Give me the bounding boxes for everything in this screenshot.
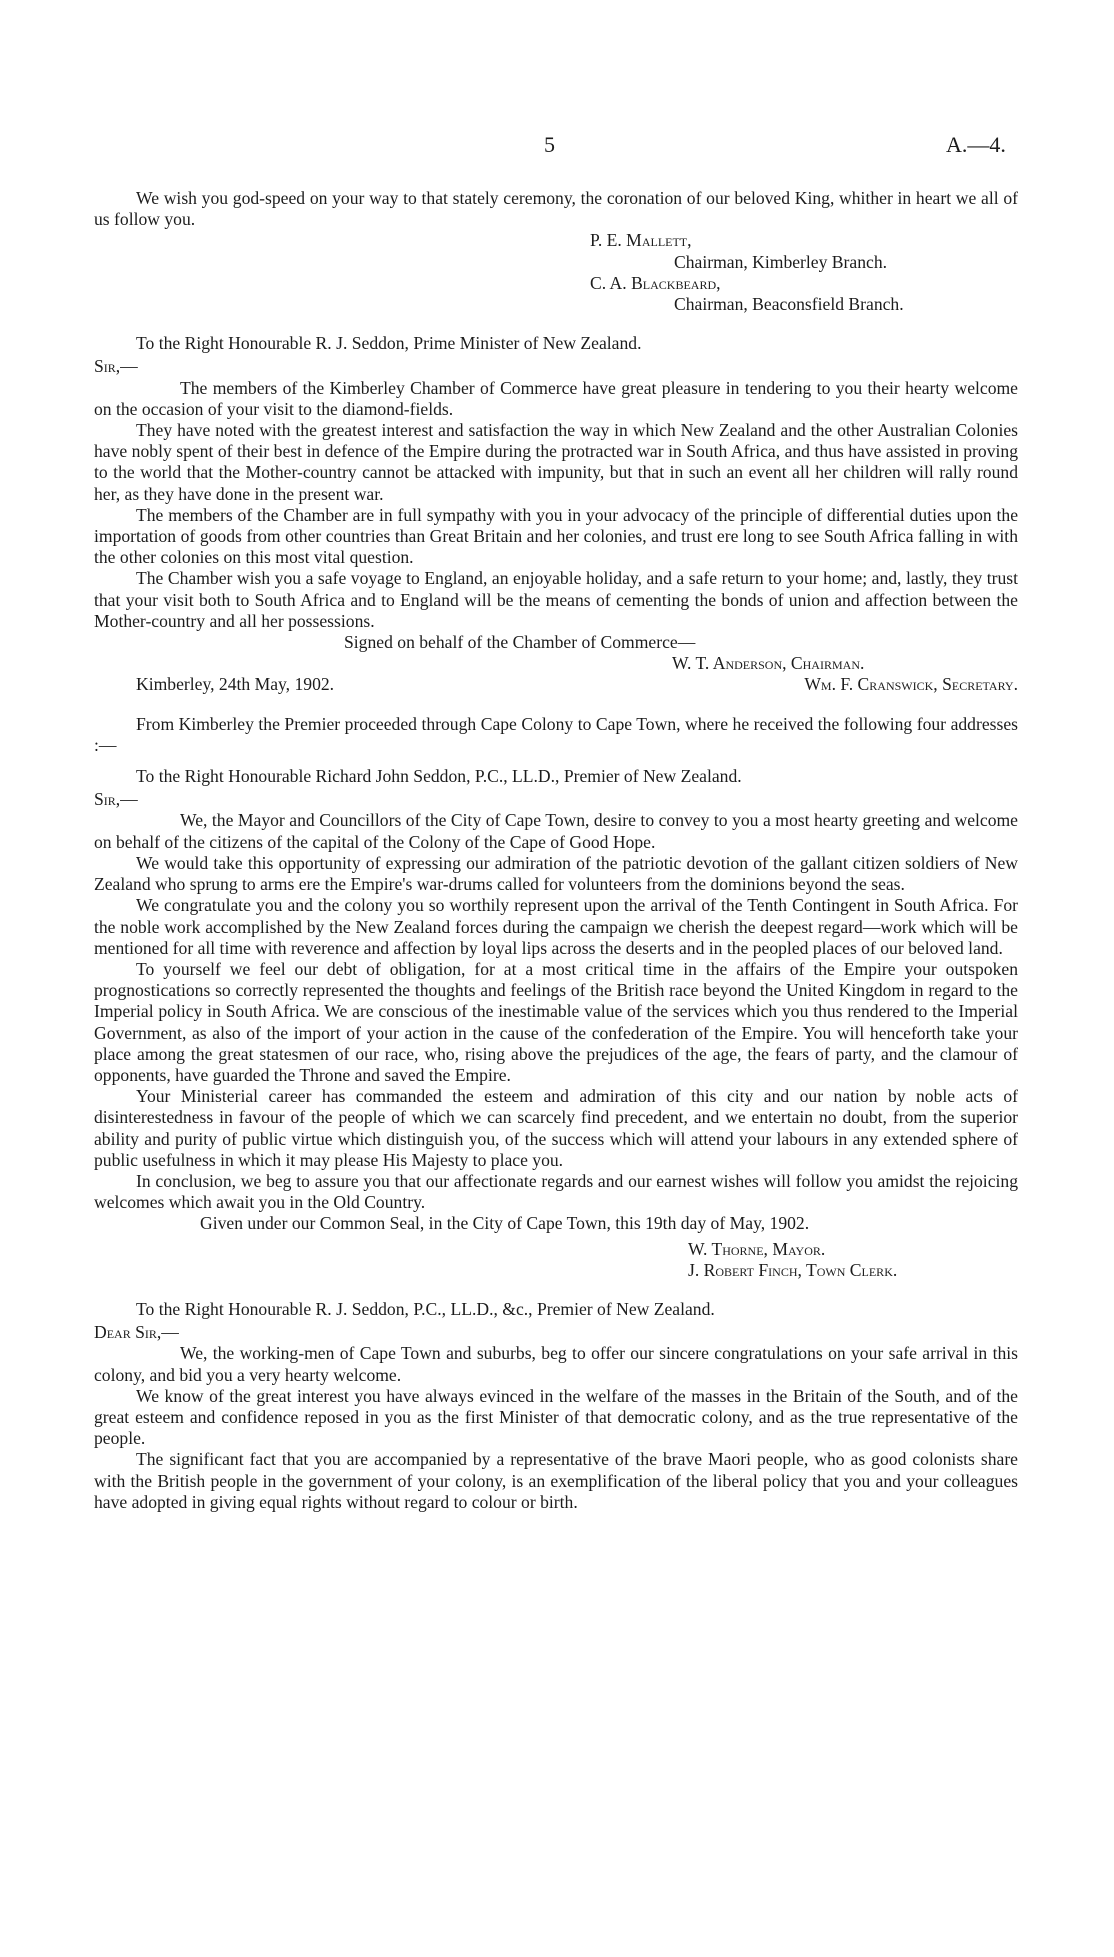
kimberley-paragraph: The members of the Kimberley Chamber of Commerce have great pleasure in tendering to you their hearty welcome on the occasion of your visit to the diamond-fields. — [94, 377, 1018, 419]
kimberley-paragraph: The Chamber wish you a safe voyage to England, an enjoyable holiday, and a safe return to your home; and, lastly, they trust that your visit both to South Africa and to England will be the means of cementing the bonds of union and affection between the Mother-country and all her possessions. — [94, 568, 1018, 631]
body-text — [94, 188, 1018, 1513]
workingmen-paragraph: The significant fact that you are accompanied by a representative of the brave Maori people, who as good colonists share with the British people in the government of your colony, is an exemplification of the liberal policy that you and your colleagues have adopted in giving equal rights without regard to colour or birth. — [94, 1449, 1018, 1512]
capetown-seal-line: Given under our Common Seal, in the City of Cape Town, this 19th day of May, 1902. — [200, 1213, 810, 1234]
page-number: 5 — [544, 132, 555, 157]
signer-finch: J. Robert Finch, Town Clerk. — [688, 1259, 898, 1280]
workingmen-paragraph: We know of the great interest you have always evinced in the welfare of the masses in the Britain of the South, and of the great esteem and confidence reposed in you as the first Minister of that democratic colony, and as the true representative of the people. — [94, 1385, 1018, 1449]
capetown-addressee: To the Right Honourable Richard John Seddon, P.C., LL.D., Premier of New Zealand. — [136, 766, 742, 787]
kimberley-paragraph: They have noted with the greatest interest and satisfaction the way in which New Zealand and the other Australian Colonies have nobly spent of their best in defence of the Empire during the protracted war in South Africa, and thus have assisted in proving to the world that the Mother-country cannot be attacked with impunity, but that in such an event all her children will rally round her, as they have done in the present war. — [94, 420, 1018, 504]
capetown-salutation: Sir,— — [94, 789, 138, 810]
signer-blackbeard-title: Chairman, Beaconsfield Branch. — [674, 294, 904, 315]
signer-mallett-title: Chairman, Kimberley Branch. — [674, 251, 888, 272]
capetown-paragraph: We, the Mayor and Councillors of the City of Cape Town, desire to convey to you a most hearty greeting and welcome on behalf of the citizens of the capital of the Colony of the Cape of Good Hope. — [94, 810, 1018, 852]
capetown-paragraph: In conclusion, we beg to assure you that our affectionate regards and our earnest wishes will follow you amidst the rejoicing welcomes which await you in the Old Country. — [94, 1170, 1018, 1213]
signer-mallett: P. E. Mallett, — [590, 230, 692, 251]
signer-thorne: W. Thorne, Mayor. — [688, 1238, 826, 1259]
kimberley-paragraph: The members of the Chamber are in full sympathy with you in your advocacy of the principle of differential duties upon the importation of goods from other countries than Great Britain and her colonies, and trust ere long to see South Africa falling in with the other colonies on this most vital question. — [94, 504, 1018, 568]
intro-paragraph: We wish you god-speed on your way to that stately ceremony, the coronation of our beloved King, whither in heart we all of us follow you. — [94, 188, 1018, 230]
signer-blackbeard: C. A. Blackbeard, — [590, 272, 721, 293]
capetown-paragraph: Your Ministerial career has commanded the esteem and admiration of this city and our nation by noble acts of disinterestedness in favour of the people of which we can scarcely find precedent, and we entertain no doubt, from the superior ability and purity of public virtue which distinguish you, of the success which will attend your labours in any extended sphere of public usefulness in which it may please His Majesty to place you. — [94, 1086, 1018, 1170]
signer-cranswick: Wm. F. Cranswick, Secretary. — [804, 674, 1018, 695]
signer-anderson: W. T. Anderson, Chairman. — [672, 653, 865, 674]
capetown-paragraph: We would take this opportunity of expressing our admiration of the patriotic devotion of the gallant citizen soldiers of New Zealand who sprung to arms ere the Empire's war-drums called for volunteers from the dominions beyond the seas. — [94, 852, 1018, 895]
kimberley-signed-line: Signed on behalf of the Chamber of Commerce— — [344, 632, 696, 653]
capetown-paragraph: We congratulate you and the colony you so worthily represent upon the arrival of the Tenth Contingent in South Africa. For the noble work accomplished by the New Zealand forces during the campaign we cherish the deepest regard—work which will be mentioned for all time with reverence and affection by loyal lips across the deserts and in the peopled places of our beloved land. — [94, 895, 1018, 958]
kimberley-place-date: Kimberley, 24th May, 1902. — [136, 674, 335, 695]
kimberley-addressee: To the Right Honourable R. J. Seddon, Prime Minister of New Zealand. — [136, 333, 642, 354]
kimberley-date-row — [94, 674, 1018, 695]
capetown-paragraph: To yourself we feel our debt of obligation, for at a most critical time in the affairs of the Empire your outspoken prognostications so correctly represented the thoughts and feelings of the British race beyond the United Kingdom in regard to the Imperial policy in South Africa. We are conscious of the inestimable value of the services which you thus rendered to the Imperial Government, as also of the import of your action in the cause of the confederation of the Empire. You will henceforth take your place among the great statesmen of our race, who, rising above the prejudices of the age, the fears of party, and the clamour of opponents, have guarded the Throne and saved the Empire. — [94, 958, 1018, 1085]
workingmen-salutation: Dear Sir,— — [94, 1322, 179, 1343]
workingmen-addressee: To the Right Honourable R. J. Seddon, P.C., LL.D., &c., Premier of New Zealand. — [136, 1298, 715, 1319]
document-reference: A.—4. — [946, 132, 1006, 157]
kimberley-salutation: Sir,— — [94, 356, 138, 377]
transition-paragraph: From Kimberley the Premier proceeded through Cape Colony to Cape Town, where he received the following four addresses :— — [94, 713, 1018, 755]
workingmen-paragraph: We, the working-men of Cape Town and suburbs, beg to offer our sincere congratulations on your safe arrival in this colony, and bid you a very hearty welcome. — [94, 1343, 1018, 1385]
